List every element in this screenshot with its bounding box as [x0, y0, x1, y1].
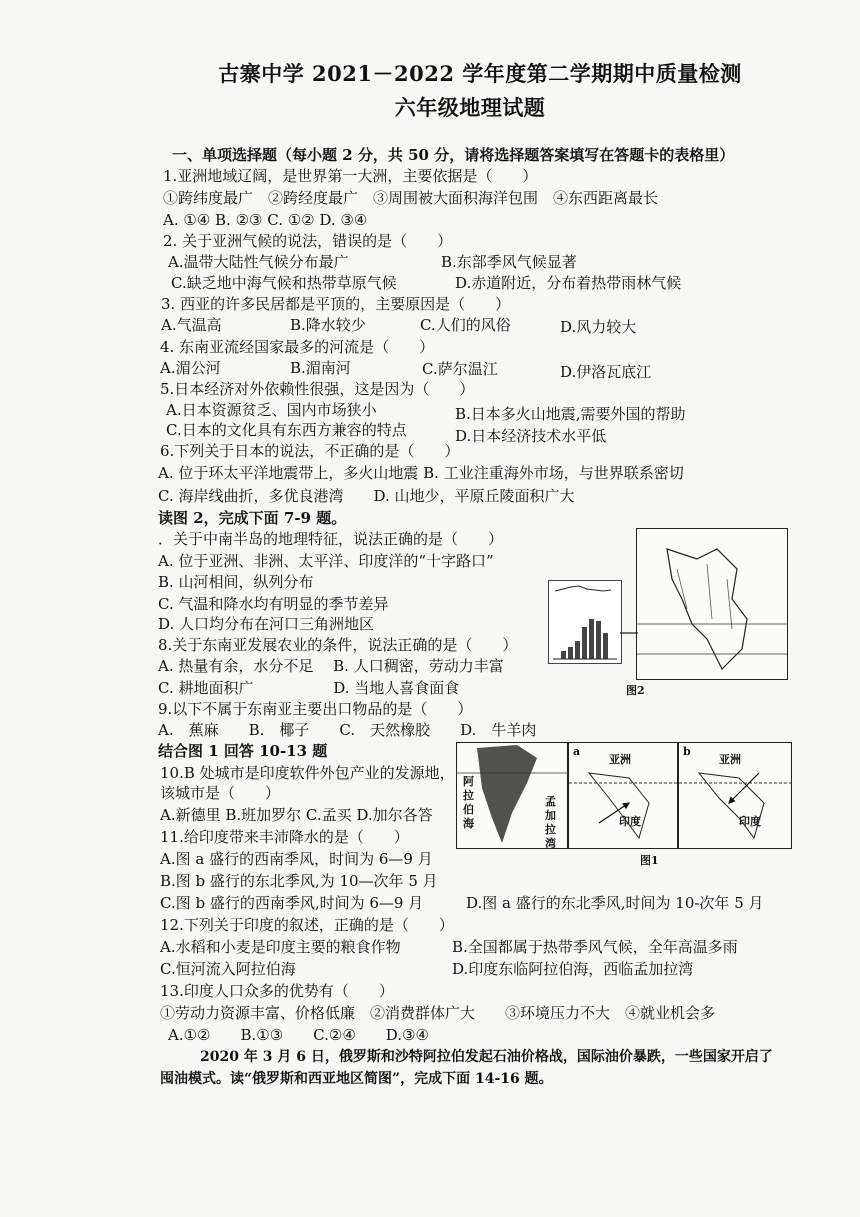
question-7-stem: ．关于中南半岛的地理特征，说法正确的是（ ）: [158, 530, 504, 548]
figure-1-panel-india: [456, 742, 568, 849]
question-11-option-a: A.图 a 盛行的西南季风，时间为 6—9 月: [160, 850, 433, 868]
question-2-stem: 2. 关于亚洲气候的说法，错误的是（ ）: [163, 232, 453, 250]
question-5-option-a: A.日本资源贫乏、国内市场狭小: [166, 401, 377, 419]
panel-a-asia-label: 亚洲: [609, 753, 631, 766]
question-7-option-b: B. 山河相间，纵列分布: [158, 573, 314, 591]
question-4-option-d: D.伊洛瓦底江: [560, 363, 652, 381]
question-7-option-c: C. 气温和降水均有明显的季节差异: [158, 595, 389, 613]
bay-of-bengal-label: 孟加拉湾: [545, 795, 556, 850]
question-1-stem: 1.亚洲地域辽阔，是世界第一大洲，主要依据是（ ）: [163, 167, 538, 185]
question-11-option-c: C.图 b 盛行的西南季风,时间为 6—9 月: [160, 894, 424, 912]
question-2-option-c: C.缺乏地中海气候和热带草原气候: [171, 274, 397, 292]
question-13-stem: 13.印度人口众多的优势有（ ）: [160, 982, 394, 1000]
question-5-stem: 5.日本经济对外依赖性很强，这是因为（ ）: [160, 380, 475, 398]
question-7-option-a: A. 位于亚洲、非洲、太平洋、印度洋的“十字路口”: [158, 552, 494, 570]
panel-b-letter: b: [683, 745, 691, 758]
question-10-stem-2: 该城市是（ ）: [160, 784, 281, 802]
question-11-option-d: D.图 a 盛行的东北季风,时间为 10-次年 5 月: [466, 894, 764, 912]
question-5-option-d: D.日本经济技术水平低: [455, 427, 607, 445]
panel-a-map-graphic: [569, 743, 677, 848]
passage-line-2: 囤油模式。读“俄罗斯和西亚地区简图”，完成下面 14-16 题。: [160, 1071, 553, 1087]
question-8-stem: 8.关于东南亚发展农业的条件，说法正确的是（ ）: [158, 636, 518, 654]
question-3-stem: 3. 西亚的许多民居都是平顶的，主要原因是（ ）: [161, 295, 511, 313]
question-10-stem: 10.B 处城市是印度软件外包产业的发源地，: [160, 764, 455, 782]
figure-2-connector: [620, 628, 640, 638]
panel-b-map-graphic: [679, 743, 791, 848]
question-6-options-cd: C. 海岸线曲折，多优良港湾 D. 山地少，平原丘陵面积广大: [158, 487, 575, 505]
question-12-option-b: B.全国都属于热带季风气候，全年高温多雨: [452, 938, 738, 956]
question-4-option-a: A.湄公河: [160, 359, 221, 377]
figure-1-panel-b: [678, 742, 792, 849]
read-figure-2-instruction: 读图 2，完成下面 7-9 题。: [158, 509, 347, 527]
question-2-option-a: A.温带大陆性气候分布最广: [168, 253, 349, 271]
climate-chart-graphic: [549, 581, 621, 663]
question-6-stem: 6.下列关于日本的说法，不正确的是（ ）: [160, 442, 460, 460]
question-6-options-ab: A. 位于环太平洋地震带上，多火山地震 B. 工业注重海外市场，与世界联系密切: [158, 464, 684, 482]
panel-a-letter: a: [573, 745, 581, 758]
question-11-stem: 11.给印度带来丰沛降水的是（ ）: [160, 828, 409, 846]
question-1-answers: A. ①④ B. ②③ C. ①② D. ③④: [163, 211, 368, 229]
question-11-option-b: B.图 b 盛行的东北季风,为 10—次年 5 月: [160, 872, 438, 890]
panel-b-india-label: 印度: [739, 815, 761, 828]
question-2-option-b: B.东部季风气候显著: [441, 253, 577, 271]
question-12-option-d: D.印度东临阿拉伯海，西临孟加拉湾: [452, 960, 694, 978]
panel-a-india-label: 印度: [619, 815, 641, 828]
question-3-option-a: A.气温高: [161, 316, 222, 334]
question-4-option-b: B.湄南河: [290, 359, 351, 377]
panel-b-asia-label: 亚洲: [719, 753, 741, 766]
question-7-option-d: D. 人口均分布在河口三角洲地区: [158, 615, 375, 633]
question-5-option-b: B.日本多火山地震,需要外国的帮助: [455, 405, 686, 423]
question-8-options-cd: C. 耕地面积广 D. 当地人喜食面食: [158, 679, 460, 697]
question-9-options: A. 蕉麻 B. 椰子 C. 天然橡胶 D. 牛羊肉: [158, 721, 537, 739]
figure-2-caption: 图2: [626, 684, 645, 697]
question-5-option-c: C.日本的文化具有东西方兼容的特点: [166, 421, 407, 439]
question-13-answers: A.①② B.①③ C.②④ D.③④: [168, 1026, 429, 1044]
section-heading: 一、单项选择题（每小题 2 分，共 50 分，请将选择题答案填写在答题卡的表格里）: [172, 146, 735, 164]
passage-line-1: 2020 年 3 月 6 日，俄罗斯和沙特阿拉伯发起石油价格战，国际油价暴跌，一些国家开启了: [200, 1049, 773, 1065]
question-3-option-c: C.人们的风俗: [420, 316, 511, 334]
question-2-option-d: D.赤道附近，分布着热带雨林气候: [455, 274, 682, 292]
figure-2-map: [636, 528, 788, 680]
southeast-asia-map-graphic: [637, 529, 787, 679]
question-8-options-ab: A. 热量有余，水分不足 B. 人口稠密，劳动力丰富: [158, 657, 504, 675]
question-4-option-c: C.萨尔温江: [422, 360, 498, 378]
figure-2-climate-chart: [548, 580, 622, 664]
figure-1-caption: 图1: [640, 854, 659, 867]
question-12-option-a: A.水稻和小麦是印度主要的粮食作物: [160, 938, 401, 956]
read-figure-1-instruction: 结合图 1 回答 10-13 题: [158, 742, 328, 760]
question-3-option-d: D.风力较大: [560, 318, 637, 336]
question-12-option-c: C.恒河流入阿拉伯海: [160, 960, 296, 978]
question-12-stem: 12.下列关于印度的叙述，正确的是（ ）: [160, 916, 454, 934]
page-subtitle: 六年级地理试题: [394, 95, 546, 120]
question-3-option-b: B.降水较少: [290, 316, 366, 334]
arabian-sea-label: 阿拉伯海: [463, 775, 474, 830]
question-9-stem: 9.以下不属于东南亚主要出口物品的是（ ）: [158, 700, 473, 718]
question-4-stem: 4. 东南亚流经国家最多的河流是（ ）: [160, 338, 435, 356]
page-title: 古寨中学 2021－2022 学年度第二学期期中质量检测: [218, 61, 742, 86]
figure-1-panel-a: [568, 742, 678, 849]
question-13-options: ①劳动力资源丰富、价格低廉 ②消费群体广大 ③环境压力不大 ④就业机会多: [160, 1004, 716, 1022]
question-10-options: A.新德里 B.班加罗尔 C.孟买 D.加尔各答: [160, 806, 433, 824]
question-1-options: ①跨纬度最广 ②跨经度最广 ③周围被大面积海洋包围 ④东西距离最长: [163, 189, 659, 207]
